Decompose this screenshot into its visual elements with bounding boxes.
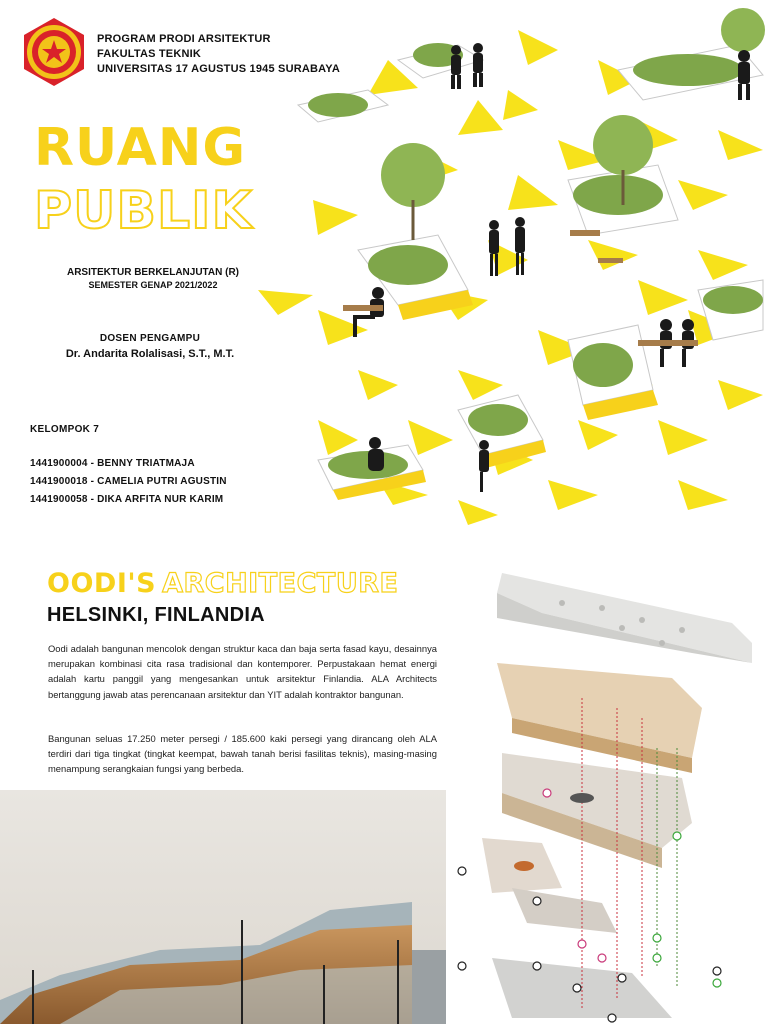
member-item: 1441900058 - DIKA ARFITA NUR KARIM (30, 494, 224, 505)
title-line-2: PUBLIK (34, 181, 253, 241)
oodi-exploded-diagram (452, 548, 768, 1024)
semester: SEMESTER GENAP 2021/2022 (88, 280, 218, 290)
oodi-library-photo (0, 790, 446, 1024)
section-title (47, 566, 398, 602)
lecturer-label: DOSEN PENGAMPU (99, 333, 201, 344)
paragraph-2: Bangunan seluas 17.250 meter persegi / 185.600 kaki persegi yang dirancang oleh ALA terdiri dari tiga tingkat (tingkat keempat, bawah tanah berisi fasilitas teknis), masing-masing menampung serangkaian fungsi yang berbeda. (48, 733, 437, 775)
group-label: KELOMPOK 7 (30, 424, 100, 435)
member-item: 1441900004 - BENNY TRIATMAJA (30, 458, 195, 469)
paragraph-1: Oodi adalah bangunan mencolok dengan struktur kaca dan baja serta fasad kayu, desainnya merupakan kombinasi cita rasa tradisional dan kontemporer. Perpustakaan hemat energi adalah kartu panggil yang mengesankan untuk arsitektur Finlandia. ALA Architects bertanggung jawab atas perencanaan arsitektur dan YIT adalah kontraktor bangunan. (48, 643, 437, 700)
title-line-1: RUANG (34, 118, 247, 178)
program-line: PROGRAM PRODI ARSITEKTUR (97, 33, 271, 45)
university-line: UNIVERSITAS 17 AGUSTUS 1945 SURABAYA (97, 63, 340, 75)
section-title-part2: ARCHITECTURE (162, 568, 399, 599)
faculty-line: FAKULTAS TEKNIK (97, 48, 202, 60)
course-name: ARSITEKTUR BERKELANJUTAN (R) (66, 267, 240, 278)
course-info (30, 266, 276, 291)
public-space-illustration (258, 0, 768, 540)
section-subtitle: HELSINKI, FINLANDIA (47, 604, 265, 626)
group-members (30, 455, 227, 509)
lecturer-info (30, 332, 270, 362)
university-seal-icon (18, 16, 90, 88)
member-item: 1441900018 - CAMELIA PUTRI AGUSTIN (30, 476, 227, 487)
lecturer-name: Dr. Andarita Rolalisasi, S.T., M.T. (65, 348, 235, 360)
section-title-part1: OODI'S (47, 568, 157, 599)
